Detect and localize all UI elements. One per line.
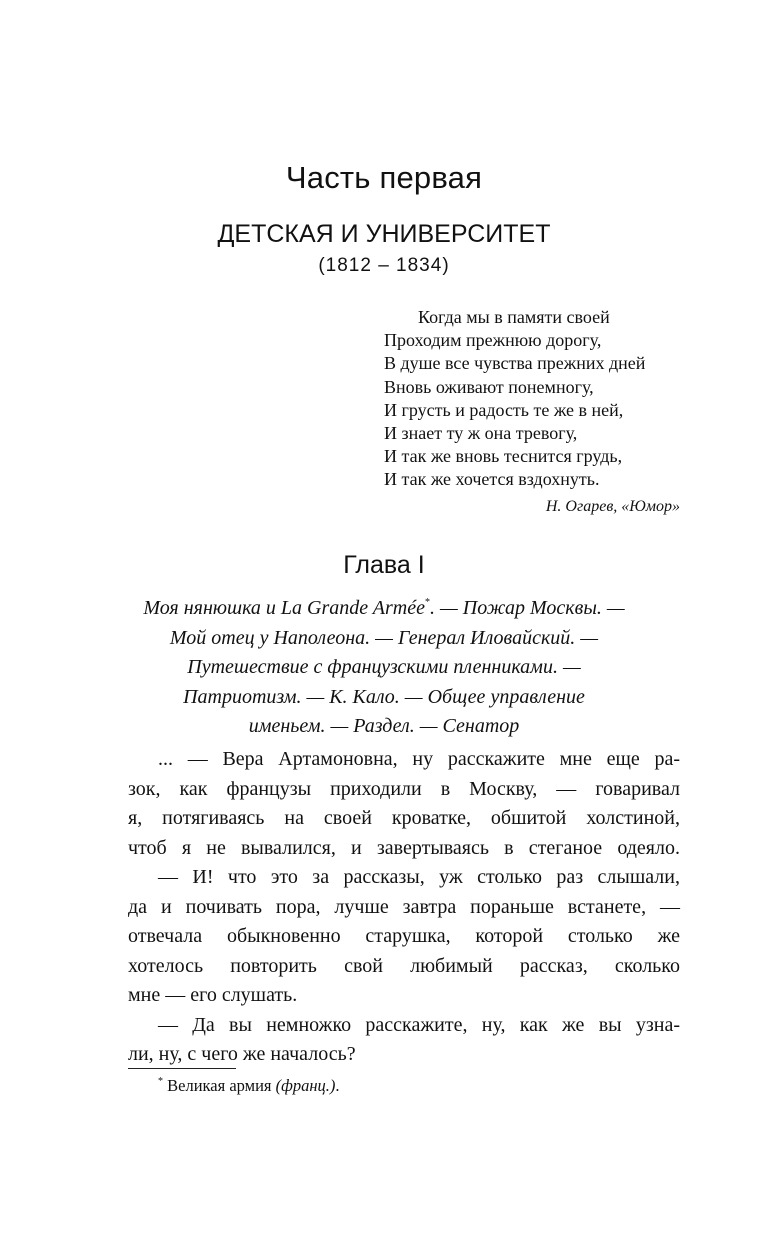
poem-line: И так же вновь теснится грудь, (384, 446, 623, 467)
poem-line: И так же хочется вздохнуть. (384, 469, 600, 490)
footnote-rule (128, 1068, 236, 1069)
body-line: чтоб я не вывалился, и завертываясь в стеганое одеяло. (128, 836, 680, 859)
part-title: Часть первая (285, 160, 483, 195)
body-line: отвечала обыкновенно старушка, которой столько же (128, 925, 680, 947)
body-line: ли, ну, с чего же началось? (128, 1043, 356, 1065)
poem-line: И знает ту ж она тревогу, (384, 423, 578, 444)
poem-line: Когда мы в памяти своей (418, 307, 610, 327)
footnote-marker: * (158, 1076, 163, 1087)
body-line: мне — его слушать. (128, 984, 298, 1006)
poem-line: Вновь оживают понемногу, (384, 376, 594, 397)
body-line: да и почивать пора, лучше завтра пораньше встанете, — (128, 895, 680, 918)
body-line: я, потягиваясь на своей кроватке, обшитой холстиной, (128, 807, 680, 829)
synopsis-line: именьем. — Раздел. — Сенатор (248, 715, 520, 737)
chapter-title: Глава I (343, 551, 425, 579)
synopsis-line: Патриотизм. — К. Кало. — Общее управление (183, 685, 585, 708)
epigraph-poem (384, 306, 645, 492)
body-line: — И! что это за рассказы, уж столько раз слышали, (158, 866, 680, 888)
synopsis-line: Моя нянюшка и La Grande Armée*. — Пожар Москвы. — (143, 597, 625, 619)
epigraph-attribution: Н. Огарев, «Юмор» (545, 498, 680, 515)
poem-line: Проходим прежнюю дорогу, (384, 330, 602, 351)
body-line: ... — Вера Артамоновна, ну расскажите мне еще ра- (158, 748, 680, 770)
poem-line: И грусть и радость те же в ней, (384, 399, 624, 420)
footnote-marker: * (424, 597, 430, 608)
body-line: — Да вы немножко расскажите, ну, как же вы узна- (158, 1013, 680, 1036)
chapter-synopsis (80, 594, 688, 742)
synopsis-line: Путешествие с французскими пленниками. — (187, 656, 581, 678)
section-title: ДЕТСКАЯ И УНИВЕРСИТЕТ (217, 220, 551, 248)
chapter-body (128, 745, 680, 1070)
footnote: * Великая армия (франц.). (158, 1076, 340, 1095)
body-line: хотелось повторить свой любимый рассказ, сколько (128, 954, 680, 977)
poem-line: В душе все чувства прежних дней (384, 353, 646, 374)
years-range: (1812 – 1834) (318, 255, 450, 276)
synopsis-line: Мой отец у Наполеона. — Генерал Иловайский. — (169, 626, 599, 649)
body-line: зок, как французы приходили в Москву, — говаривал (128, 777, 680, 800)
